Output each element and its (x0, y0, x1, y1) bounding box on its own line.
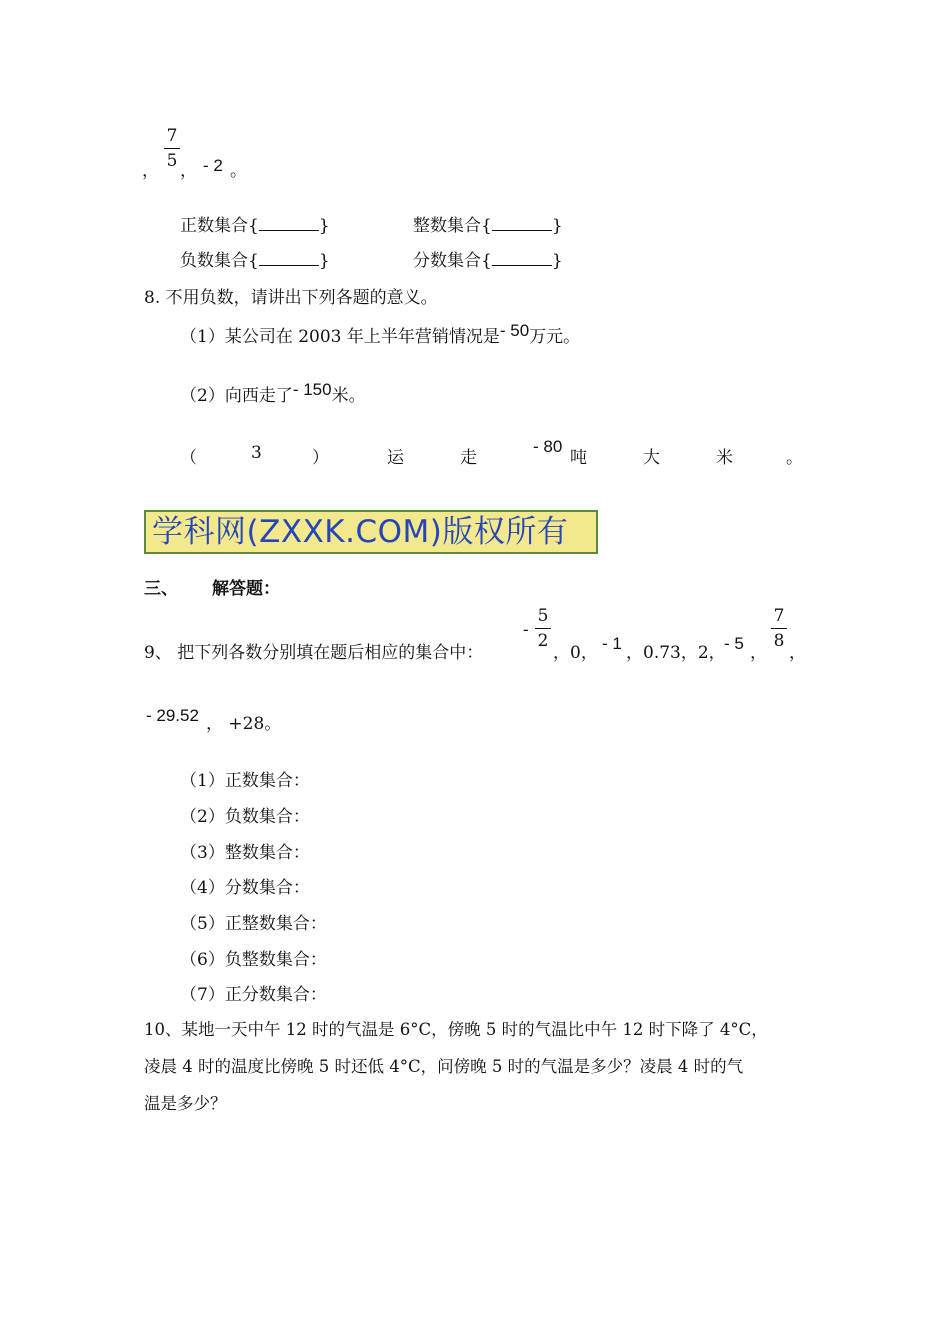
q9-set-1: （1）正数集合： (180, 771, 310, 791)
q9-neg-one: - 1 (602, 634, 622, 653)
set-close-brace: } (318, 216, 330, 236)
fraction-numerator: 7 (166, 126, 178, 146)
q10-line-3: 温是多少？ (144, 1094, 227, 1113)
lead-comma: ， (142, 161, 159, 181)
fraction-bar (771, 628, 787, 629)
fraction-denominator: 2 (537, 631, 549, 651)
copyright-banner: 学科网(ZXXK.COM)版权所有 (144, 510, 598, 554)
negative-set-blank (180, 246, 330, 271)
fraction-set-blank (413, 246, 563, 271)
q8-item-3-value: - 80 (533, 437, 563, 456)
fraction-numerator: 5 (537, 606, 549, 626)
fraction-bar (164, 148, 180, 149)
set-close-brace: } (551, 216, 563, 236)
q8-item-2 (180, 381, 366, 406)
q8-item-3-word: 米 (716, 448, 733, 468)
q9-neg-five: - 5 (724, 634, 744, 653)
q10-line-2: 凌晨 4 时的温度比傍晚 5 时还低 4°C，问傍晚 5 时的气温是多少？凌晨 4 时的气 (144, 1057, 744, 1076)
section-3-title: 解答题： (212, 579, 280, 599)
set-close-brace: } (551, 251, 563, 271)
q9-list-mid2: ，0.73，2， (626, 643, 726, 663)
set-label: 负数集合{ (180, 251, 259, 271)
q8-item-3-word: 运 (387, 448, 404, 468)
integer-set-blank (413, 211, 563, 236)
q8-title: 8. 不用负数，请讲出下列各题的意义。 (144, 288, 438, 308)
item-value: - 150 (292, 380, 332, 399)
q9-comma: ， (750, 643, 767, 663)
q9-line2-value: - 29.52 (146, 706, 199, 725)
q9-line2-tail: ， +28。 (206, 714, 282, 734)
q8-item-3-word: 走 (460, 448, 477, 468)
q9-set-2: （2）负数集合： (180, 807, 310, 827)
set-label: 分数集合{ (413, 251, 492, 271)
q8-item-3-open: （ (180, 448, 197, 468)
separator-comma: ， (180, 161, 197, 181)
fraction-bar (535, 628, 551, 629)
top-line-period: 。 (230, 161, 247, 181)
fraction-numerator: 7 (773, 606, 785, 626)
q9-set-7: （7）正分数集合： (180, 985, 327, 1005)
answer-blank[interactable] (259, 216, 319, 231)
answer-blank[interactable] (259, 251, 319, 266)
set-label: 正数集合{ (180, 216, 259, 236)
fraction-seven-fifths (164, 126, 180, 171)
positive-set-blank (180, 211, 330, 236)
fraction-denominator: 5 (166, 151, 178, 171)
q10-line-1: 10、某地一天中午 12 时的气温是 6°C，傍晚 5 时的气温比中午 12 时下降了 4°C， (144, 1020, 768, 1039)
fraction-denominator: 8 (773, 631, 785, 651)
q8-item-3-close: ） (312, 448, 329, 468)
section-3-label: 三、 (144, 579, 178, 599)
fraction-five-halves (535, 606, 551, 651)
q8-item-1 (180, 322, 580, 347)
minus-two-value: - 2 (203, 156, 223, 175)
item-text: （1）某公司在 2003 年上半年营销情况是 (180, 327, 500, 347)
item-tail: 万元。 (529, 327, 581, 347)
item-tail: 米。 (331, 386, 366, 406)
q9-set-4: （4）分数集合： (180, 878, 310, 898)
q9-list-mid: ，0， (553, 643, 598, 663)
q9-set-6: （6）负整数集合： (180, 950, 327, 970)
item-value: - 50 (499, 321, 530, 340)
set-close-brace: } (318, 251, 330, 271)
q9-comma: ， (789, 643, 806, 663)
q9-set-3: （3）整数集合： (180, 843, 310, 863)
fraction-seven-eighths (771, 606, 787, 651)
q8-item-3-end: 。 (786, 448, 803, 468)
q8-item-3-num: 3 (251, 443, 262, 463)
q9-prefix: 9、 把下列各数分别填在题后相应的集合中： (144, 643, 484, 663)
q8-item-3-unit: 吨 (570, 448, 587, 468)
set-label: 整数集合{ (413, 216, 492, 236)
item-text: （2）向西走了 (180, 386, 293, 406)
q8-item-3-word: 大 (643, 448, 660, 468)
answer-blank[interactable] (492, 216, 552, 231)
answer-blank[interactable] (492, 251, 552, 266)
q9-set-5: （5）正整数集合： (180, 914, 327, 934)
q9-neg-sign: - (523, 620, 529, 639)
